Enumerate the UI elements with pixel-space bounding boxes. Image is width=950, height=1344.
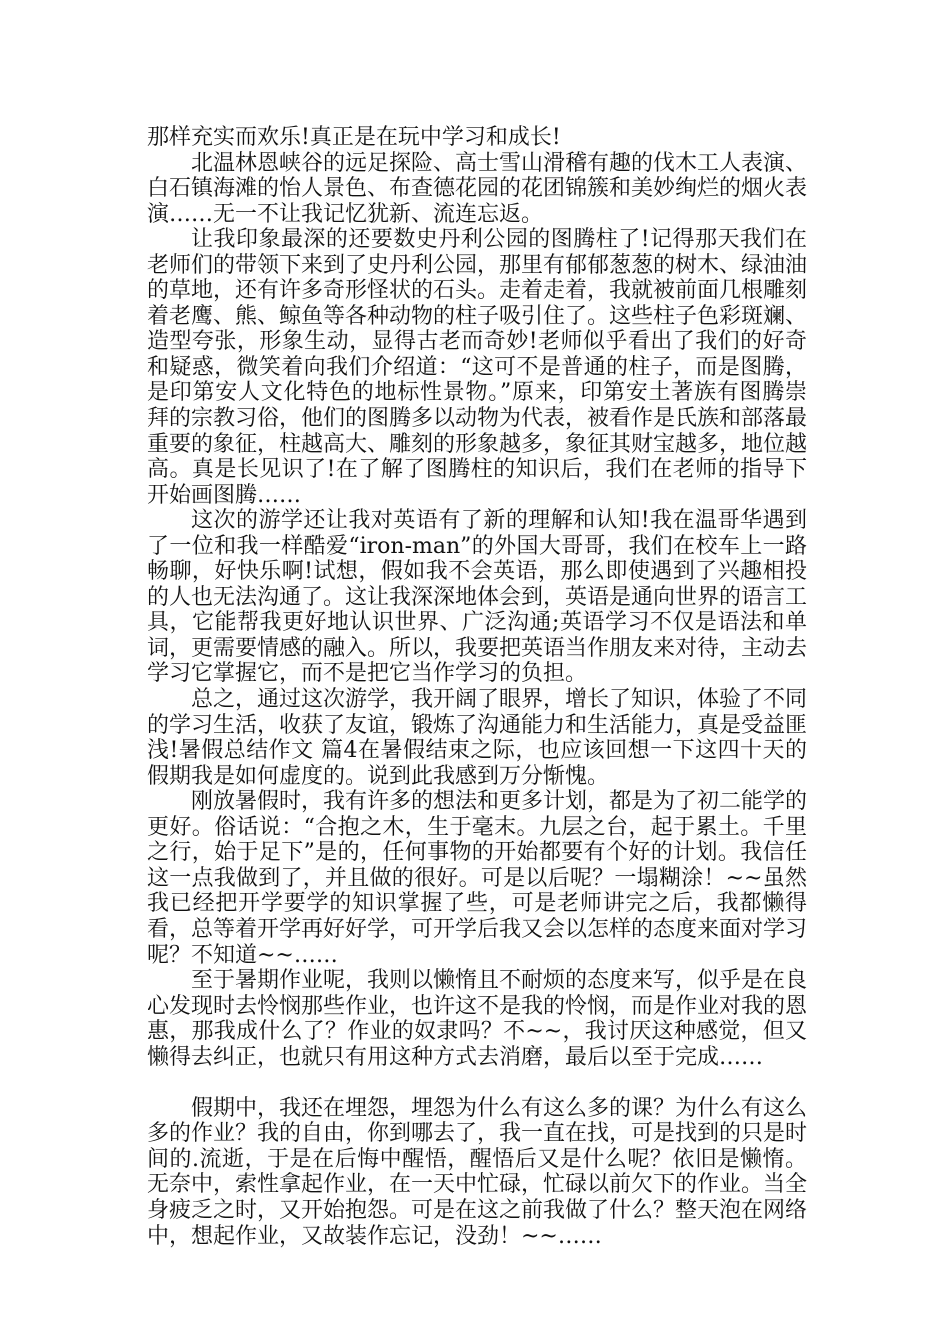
- paragraph: 北温林恩峡谷的远足探险、高士雪山滑稽有趣的伐木工人表演、白石镇海滩的怡人景色、布查德花园的花团锦簇和美妙绚烂的烟火表演……无一不让我记忆犹新、流连忘返。: [147, 150, 808, 227]
- paragraph: 总之，通过这次游学，我开阔了眼界，增长了知识，体验了不同的学习生活，收获了友谊，锻炼了沟通能力和生活能力，真是受益匪浅!暑假总结作文 篇4在暑假结束之际，也应该回想一下这四十天的假期我是如何虚度的。说到此我感到万分惭愧。: [147, 687, 808, 789]
- paragraph: 那样充实而欢乐!真正是在玩中学习和成长!: [147, 125, 561, 150]
- paragraph: 让我印象最深的还要数史丹利公园的图腾柱了!记得那天我们在老师们的带领下来到了史丹利公园，那里有郁郁葱葱的树木、绿油油的草地，还有许多奇形怪状的石头。走着走着，我就被前面几根雕刻着老鹰、熊、鲸鱼等各种动物的柱子吸引住了。这些柱子色彩斑斓、造型夸张，形象生动，显得古老而奇妙!老师似乎看出了我们的好奇和疑惑，微笑着向我们介绍道：“这可不是普通的柱子，而是图腾，是印第安人文化特色的地标性景物。”原来，印第安土著族有图腾崇拜的宗教习俗，他们的图腾多以动物为代表，被看作是氏族和部落最重要的象征，柱越高大、雕刻的形象越多，象征其财宝越多，地位越高。真是长见识了!在了解了图腾柱的知识后，我们在老师的指导下开始画图腾……: [147, 227, 808, 508]
- paragraph: 至于暑期作业呢，我则以懒惰且不耐烦的态度来写，似乎是在良心发现时去怜悯那些作业，也许这不是我的怜悯，而是作业对我的恩惠，那我成什么了？作业的奴隶吗？不~~，我讨厌这种感觉，但又懒得去纠正，也就只有用这种方式去消磨，最后以至于完成……: [147, 968, 808, 1070]
- paragraph: 刚放暑假时，我有许多的想法和更多计划，都是为了初二能学的更好。俗话说：“合抱之木，生于毫末。九层之台，起于累土。千里之行，始于足下”是的，任何事物的开始都要有个好的计划。我信任这一点我做到了，并且做的很好。可是以后呢？一塌糊涂！~~虽然我已经把开学要学的知识掌握了些，可是老师讲完之后，我都懒得看，总等着开学再好好学，可开学后我又会以怎样的态度来面对学习呢？不知道~~……: [147, 789, 808, 968]
- paragraph: 这次的游学还让我对英语有了新的理解和认知!我在温哥华遇到了一位和我一样酷爱“iron-man”的外国大哥哥，我们在校车上一路畅聊，好快乐啊!试想，假如我不会英语，那么即使遇到了兴趣相投的人也无法沟通了。这让我深深地体会到，英语是通向世界的语言工具，它能帮我更好地认识世界、广泛沟通;英语学习不仅是语法和单词，更需要情感的融入。所以，我要把英语当作朋友来对待，主动去学习它掌握它，而不是把它当作学习的负担。: [147, 508, 808, 687]
- document-body: [147, 125, 807, 1249]
- paragraph: 假期中，我还在埋怨，埋怨为什么有这么多的课？为什么有这么多的作业？我的自由，你到哪去了，我一直在找，可是找到的只是时间的.流逝，于是在后悔中醒悟，醒悟后又是什么呢？依旧是懒惰。无奈中，索性拿起作业，在一天中忙碌，忙碌以前欠下的作业。当全身疲乏之时，又开始抱怨。可是在这之前我做了什么？整天泡在网络中，想起作业，又故装作忘记，没劲！~~……: [147, 1095, 808, 1249]
